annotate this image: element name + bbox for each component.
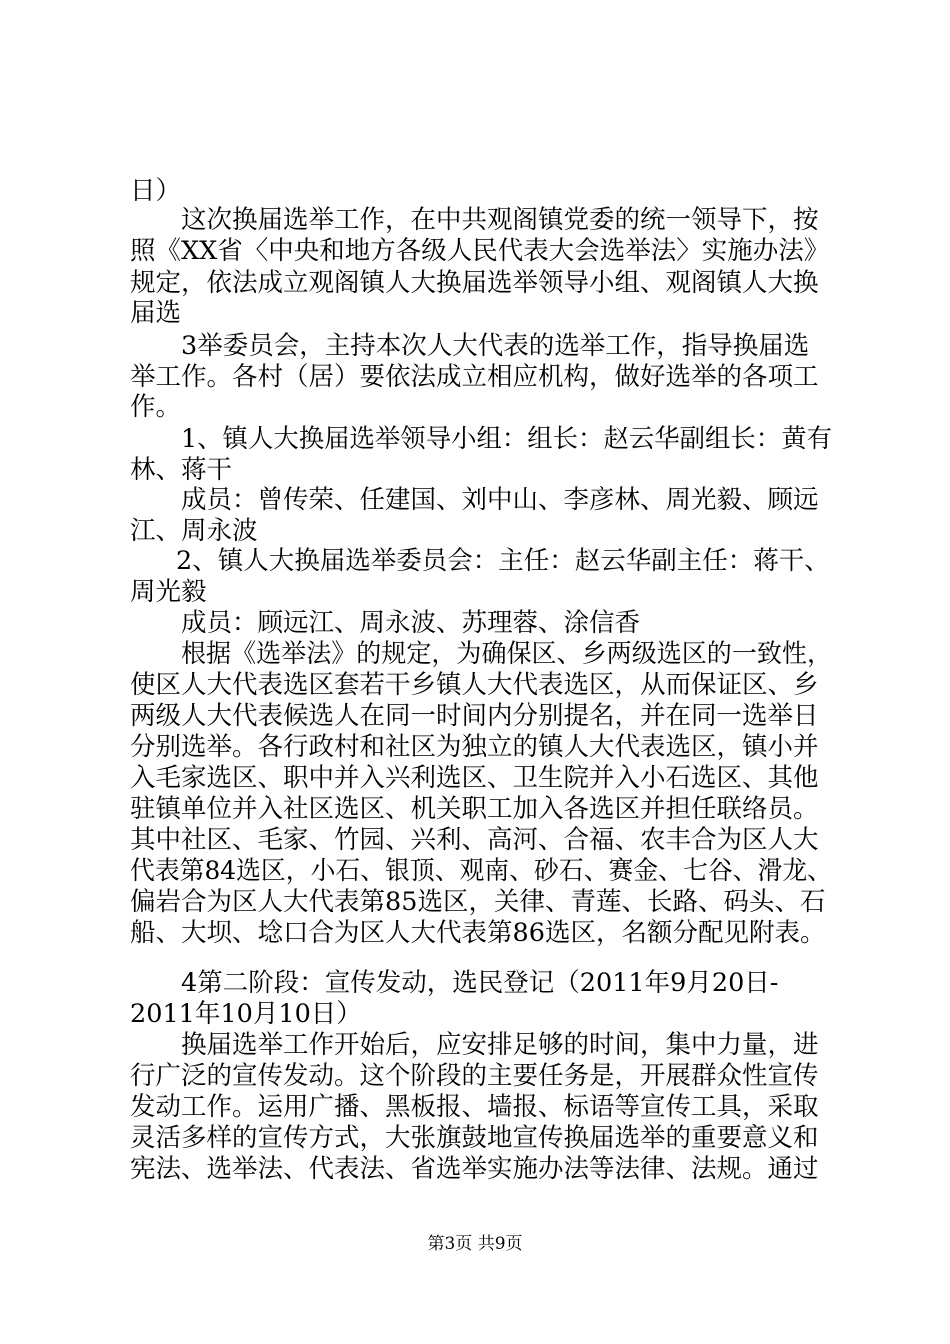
text-line: 入毛家选区、职中并入兴利选区、卫生院并入小石选区、其他 xyxy=(130,763,819,793)
text-line: 日） xyxy=(130,176,182,206)
text-line: 届选 xyxy=(130,298,182,328)
text-line: 偏岩合为区人大代表第85选区，关律、青莲、长路、码头、石 xyxy=(130,887,826,917)
text-line: 宪法、选举法、代表法、省选举实施办法等法律、法规。通过 xyxy=(130,1154,819,1184)
text-line: 灵活多样的宣传方式，大张旗鼓地宣传换届选举的重要意义和 xyxy=(130,1123,819,1153)
text-line: 江、周永波 xyxy=(130,516,258,546)
text-line: 两级人大代表候选人在同一时间内分别提名，并在同一选举日 xyxy=(130,701,819,731)
text-line: 规定，依法成立观阁镇人大换届选举领导小组、观阁镇人大换 xyxy=(130,268,819,298)
text-line: 这次换届选举工作，在中共观阁镇党委的统一领导下，按 xyxy=(181,205,819,235)
text-line: 1、镇人大换届选举领导小组：组长：赵云华副组长：黄有 xyxy=(181,424,832,454)
text-line: 2011年10月10日） xyxy=(130,999,362,1029)
text-line: 其中社区、毛家、竹园、兴利、高河、合福、农丰合为区人大 xyxy=(130,825,819,855)
text-line: 作。 xyxy=(130,392,182,422)
text-line: 代表第84选区，小石、银顶、观南、砂石、赛金、七谷、滑龙、 xyxy=(130,856,832,886)
text-line: 船、大坝、埝口合为区人大代表第86选区，名额分配见附表。 xyxy=(130,918,826,948)
text-line: 分别选举。各行政村和社区为独立的镇人大代表选区，镇小并 xyxy=(130,732,819,762)
text-line: 成员：顾远江、周永波、苏理蓉、涂信香 xyxy=(181,608,641,638)
text-line: 行广泛的宣传发动。这个阶段的主要任务是，开展群众性宣传 xyxy=(130,1061,819,1091)
text-line: 林、蒋干 xyxy=(130,455,233,485)
text-line: 4第二阶段：宣传发动，选民登记（2011年9月20日- xyxy=(181,968,779,998)
text-line: 驻镇单位并入社区选区、机关职工加入各选区并担任联络员。 xyxy=(130,794,819,824)
text-line: 3举委员会，主持本次人大代表的选举工作，指导换届选 xyxy=(181,331,810,361)
text-line: 照《XX省〈中央和地方各级人民代表大会选举法〉实施办法》 xyxy=(130,236,830,266)
text-line: 换届选举工作开始后，应安排足够的时间，集中力量，进 xyxy=(181,1030,819,1060)
text-line: 举工作。各村（居）要依法成立相应机构，做好选举的各项工 xyxy=(130,362,819,392)
text-line: 使区人大代表选区套若干乡镇人大代表选区，从而保证区、乡 xyxy=(130,670,819,700)
text-line: 周光毅 xyxy=(130,577,207,607)
text-line: 2、镇人大换届选举委员会：主任：赵云华副主任：蒋干、 xyxy=(176,546,830,576)
text-line: 发动工作。运用广播、黑板报、墙报、标语等宣传工具，采取 xyxy=(130,1092,819,1122)
page-footer: 第3页 共9页 xyxy=(427,1234,523,1254)
text-line: 根据《选举法》的规定，为确保区、乡两级选区的一致性， xyxy=(181,639,833,669)
text-line: 成员：曾传荣、任建国、刘中山、李彦林、周光毅、顾远 xyxy=(181,485,819,515)
